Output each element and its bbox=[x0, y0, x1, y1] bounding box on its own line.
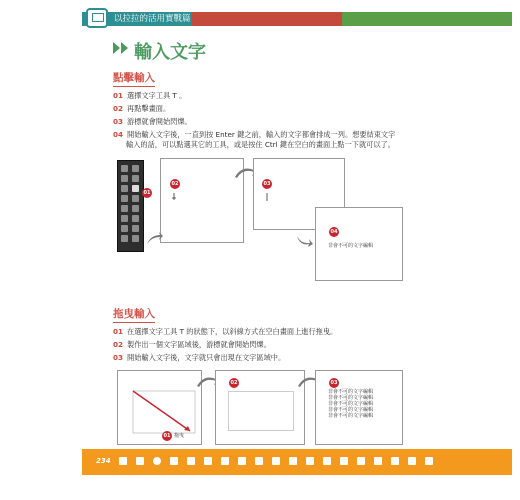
step-text: 再點擊畫面。 bbox=[127, 104, 171, 113]
page-title: 輸入文字 bbox=[134, 42, 206, 63]
step-number: 02 bbox=[113, 340, 124, 349]
step-number: 03 bbox=[113, 353, 124, 362]
text-area-frame bbox=[228, 391, 294, 431]
drag-step-3 bbox=[113, 353, 285, 363]
step-4 bbox=[113, 130, 395, 140]
curved-arrow-icon bbox=[296, 234, 314, 248]
step-badge-02: 02 bbox=[171, 181, 179, 187]
step-text: 製作出一個文字區域後，游標就會開始閃爍。 bbox=[127, 340, 271, 349]
step-1 bbox=[113, 91, 186, 101]
calendar-icon bbox=[187, 457, 195, 465]
step-number: 01 bbox=[113, 327, 124, 336]
tools-panel bbox=[117, 160, 144, 252]
chart-icon bbox=[170, 457, 178, 465]
step-text: 開始輸入文字後，一直到按 Enter 鍵之前，輸入的文字都會排成一列。想要結束文字 bbox=[127, 130, 396, 139]
book-icon bbox=[255, 457, 263, 465]
step-text: 輸入的話，可以點選其它的工具，或是按住 Ctrl 鍵在空白的畫面上點一下就可以了。 bbox=[126, 140, 395, 149]
step-2 bbox=[113, 104, 170, 114]
document-icon bbox=[340, 457, 348, 465]
step-number: 01 bbox=[113, 91, 124, 100]
ticket-icon bbox=[391, 457, 399, 465]
drag-label: 拖曳 bbox=[174, 433, 185, 439]
wrench-icon bbox=[374, 457, 382, 465]
drag-panel-1 bbox=[117, 370, 202, 445]
step-badge-02: 02 bbox=[230, 380, 238, 386]
section-heading-click-input: 點擊輸入 bbox=[113, 70, 155, 87]
text-cursor-icon bbox=[172, 192, 182, 202]
double-arrow-icon bbox=[113, 41, 133, 55]
sample-text: 非會不可的文字編輯 bbox=[328, 243, 374, 249]
drag-panel-3 bbox=[315, 370, 403, 445]
step-number: 03 bbox=[113, 117, 124, 126]
drag-panel-2 bbox=[215, 370, 305, 445]
chart-icon bbox=[119, 457, 127, 465]
step-badge-01: 01 bbox=[143, 190, 151, 196]
step-number: 04 bbox=[113, 130, 124, 139]
tools-icon bbox=[357, 457, 365, 465]
drag-step-2 bbox=[113, 340, 271, 350]
section-heading-drag-input: 拖曳輸入 bbox=[113, 306, 155, 323]
step-badge-03: 03 bbox=[330, 380, 338, 386]
bars-icon bbox=[136, 457, 144, 465]
chart-icon bbox=[323, 457, 331, 465]
step-3 bbox=[113, 117, 192, 127]
page-number: 234 bbox=[96, 457, 111, 465]
drag-diagonal bbox=[118, 371, 203, 446]
camera-icon bbox=[425, 457, 433, 465]
grid-icon bbox=[238, 457, 246, 465]
canvas-panel-2 bbox=[160, 158, 244, 243]
tag-icon bbox=[272, 457, 280, 465]
step-text: 游標就會開始閃爍。 bbox=[127, 117, 192, 126]
header-red-segment bbox=[192, 12, 342, 26]
folder-icon bbox=[306, 457, 314, 465]
drag-step-1 bbox=[113, 327, 337, 337]
step-text: 選擇文字工具 T 。 bbox=[127, 91, 187, 100]
step-text: 在選擇文字工具 T 的狀態下，以斜線方式在空白畫面上進行拖曳。 bbox=[127, 327, 338, 336]
monitor-icon bbox=[204, 457, 212, 465]
step-badge-01: 01 bbox=[163, 433, 171, 439]
header-green-segment bbox=[342, 12, 512, 26]
footer-bar bbox=[82, 449, 512, 475]
chapter-title: 以拉拉的活用實戰篇 bbox=[114, 14, 191, 24]
area-text: 非會不可的文字編輯非會不可的文字編輯非會不可的文字編輯非會不可的文字編輯非會不可的文字編輯 bbox=[328, 389, 374, 419]
blinking-cursor-icon bbox=[265, 192, 271, 202]
speaker-icon bbox=[221, 457, 229, 465]
film-icon bbox=[408, 457, 416, 465]
canvas-panel-4 bbox=[315, 207, 403, 281]
book-icon bbox=[289, 457, 297, 465]
step-4-continued bbox=[126, 140, 395, 150]
computer-icon bbox=[86, 8, 108, 28]
step-text: 開始輸入文字後，文字就只會出現在文字區域中。 bbox=[127, 353, 286, 362]
step-number: 02 bbox=[113, 104, 124, 113]
step-badge-04: 04 bbox=[330, 229, 338, 235]
curved-arrow-icon bbox=[146, 232, 164, 246]
camera-icon bbox=[153, 457, 161, 465]
step-badge-03: 03 bbox=[263, 181, 271, 187]
